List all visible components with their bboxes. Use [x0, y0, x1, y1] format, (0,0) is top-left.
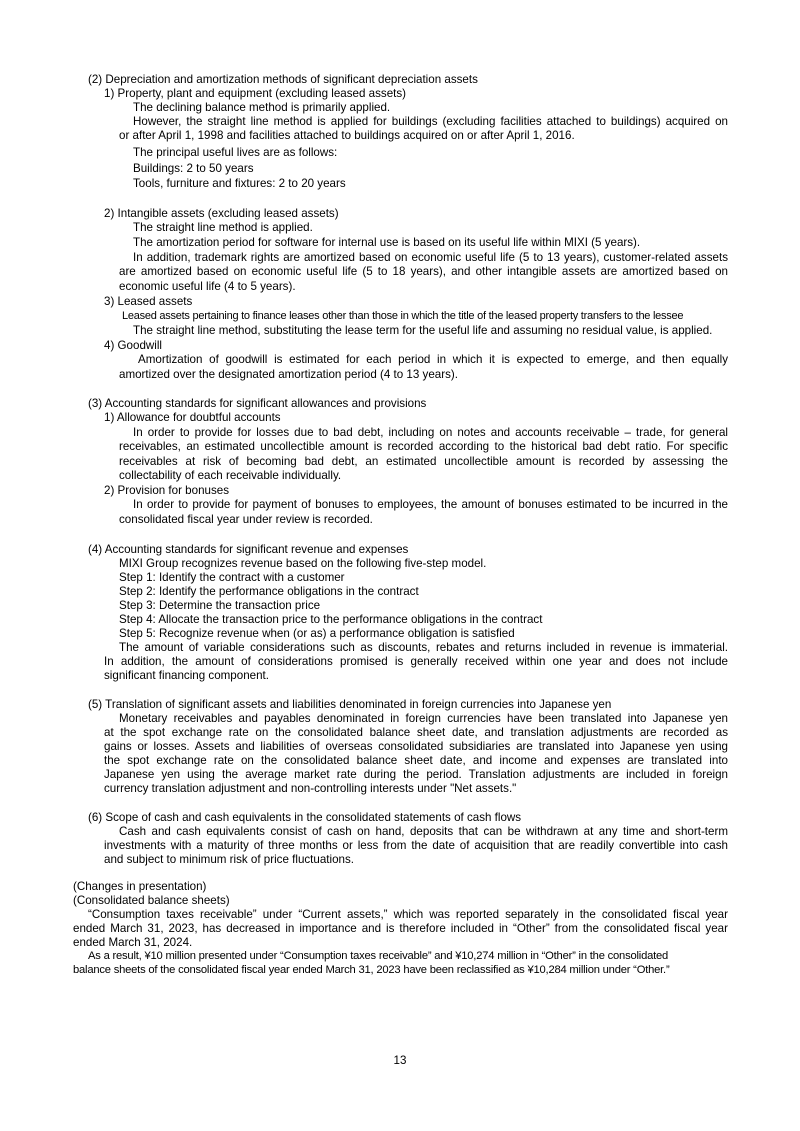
text-line: Japanese yen using the average market rate during the period. Translation adjustments are included in foreign [104, 768, 728, 781]
changes-in-presentation-heading: (Changes in presentation) [73, 880, 207, 893]
subheading-ppe: 1) Property, plant and equipment (excluding leased assets) [104, 87, 407, 100]
page-number: 13 [393, 1054, 407, 1067]
text-line: gains or losses. Assets and liabilities of overseas consolidated subsidiaries are translated into Japanese yen using [104, 740, 728, 753]
text-line: The principal useful lives are as follows: [133, 146, 338, 159]
text-line: The amortization period for software for internal use is based on its useful life within MIXI (5 years). [133, 236, 641, 249]
subheading-leased: 3) Leased assets [104, 295, 193, 308]
section-heading-revenue: (4) Accounting standards for significant revenue and expenses [88, 543, 409, 556]
text-line: collectability of each receivable individually. [119, 469, 342, 482]
text-line: economic useful life (4 to 5 years). [119, 280, 296, 293]
text-line: at the spot exchange rate on the consolidated balance sheet date, and translation adjustments are recorded as [104, 726, 728, 739]
text-line: investments with a maturity of three months or less from the date of acquisition that are readily convertible into cash [104, 839, 728, 852]
text-line: receivables, an estimated uncollectible amount is recorded according to the historical bad debt ratio. For specific [119, 440, 728, 453]
text-line: In order to provide for payment of bonuses to employees, the amount of bonuses estimated to be incurred in the [133, 498, 728, 511]
text-line: ended March 31, 2024. [73, 936, 193, 949]
subheading-goodwill: 4) Goodwill [104, 339, 162, 352]
section-heading-foreign-currency: (5) Translation of significant assets and liabilities denominated in foreign currencies into Japanese yen [88, 698, 612, 711]
text-line: “Consumption taxes receivable” under “Current assets,” which was reported separately in the consolidated fiscal year [88, 908, 728, 921]
text-line: However, the straight line method is applied for buildings (excluding facilities attached to buildings) acquired on [133, 115, 728, 128]
text-line: Cash and cash equivalents consist of cash on hand, deposits that can be withdrawn at any time and short-term [119, 825, 728, 838]
subheading-doubtful-accounts: 1) Allowance for doubtful accounts [104, 411, 281, 424]
text-line: In addition, the amount of considerations promised is generally received within one year and does not include [104, 655, 728, 668]
text-line: Monetary receivables and payables denominated in foreign currencies have been translated into Japanese yen [119, 712, 728, 725]
section-heading-allowances: (3) Accounting standards for significant allowances and provisions [88, 397, 427, 410]
section-heading-cash-equivalents: (6) Scope of cash and cash equivalents in the consolidated statements of cash flows [88, 811, 522, 824]
text-line: The amount of variable considerations such as discounts, rebates and returns included in revenue is immaterial. [119, 641, 728, 654]
text-line: In order to provide for losses due to bad debt, including on notes and accounts receivable – trade, for general [133, 426, 728, 439]
text-line: balance sheets of the consolidated fiscal year ended March 31, 2023 have been reclassified as ¥10,284 million under “Other.” [73, 964, 670, 976]
text-line: significant financing component. [104, 669, 269, 682]
text-line: The declining balance method is primarily applied. [133, 101, 391, 114]
text-line: Leased assets pertaining to finance leases other than those in which the title of the leased property transfers to the lessee [122, 310, 684, 322]
text-line: The straight line method, substituting the lease term for the useful life and assuming no residual value, is applied. [133, 324, 713, 337]
section-heading-depreciation: (2) Depreciation and amortization methods of significant depreciation assets [88, 73, 478, 86]
text-line: The straight line method is applied. [133, 221, 313, 234]
step-line: Step 3: Determine the transaction price [119, 599, 321, 612]
text-line: MIXI Group recognizes revenue based on the following five-step model. [119, 557, 487, 570]
text-line: Buildings: 2 to 50 years [133, 162, 254, 175]
text-line: or after April 1, 1998 and facilities attached to buildings acquired on or after April 1, 2016. [119, 129, 575, 142]
text-line: Amortization of goodwill is estimated for each period in which it is expected to emerge, and then equally [138, 353, 728, 366]
text-line: amortized over the designated amortization period (4 to 13 years). [119, 368, 458, 381]
step-line: Step 1: Identify the contract with a customer [119, 571, 345, 584]
text-line: the spot exchange rate on the consolidated balance sheet date, and income and expenses are translated into [104, 754, 728, 767]
text-line: In addition, trademark rights are amortized based on economic useful life (5 to 13 years), customer-related assets [133, 251, 728, 264]
text-line: are amortized based on economic useful life (5 to 18 years), and other intangible assets are amortized based on [119, 265, 728, 278]
step-line: Step 2: Identify the performance obligations in the contract [119, 585, 419, 598]
text-line: Tools, furniture and fixtures: 2 to 20 years [133, 177, 346, 190]
balance-sheets-heading: (Consolidated balance sheets) [73, 894, 230, 907]
step-line: Step 4: Allocate the transaction price to the performance obligations in the contract [119, 613, 543, 626]
subheading-bonuses: 2) Provision for bonuses [104, 484, 230, 497]
text-line: receivables at risk of becoming bad debt, an estimated uncollectible amount is recorded by assessing the [119, 455, 728, 468]
step-line: Step 5: Recognize revenue when (or as) a performance obligation is satisfied [119, 627, 515, 640]
text-line: and subject to minimum risk of price fluctuations. [104, 853, 355, 866]
text-line: As a result, ¥10 million presented under “Consumption taxes receivable” and ¥10,274 million in “Other” in the consolidated [88, 950, 669, 962]
text-line: ended March 31, 2023, has decreased in importance and is therefore included in “Other” from the consolidated fiscal year [73, 922, 728, 935]
text-line: currency translation adjustment and non-controlling interests under "Net assets." [104, 782, 517, 795]
text-line: consolidated fiscal year under review is recorded. [119, 513, 373, 526]
subheading-intangible: 2) Intangible assets (excluding leased assets) [104, 207, 339, 220]
